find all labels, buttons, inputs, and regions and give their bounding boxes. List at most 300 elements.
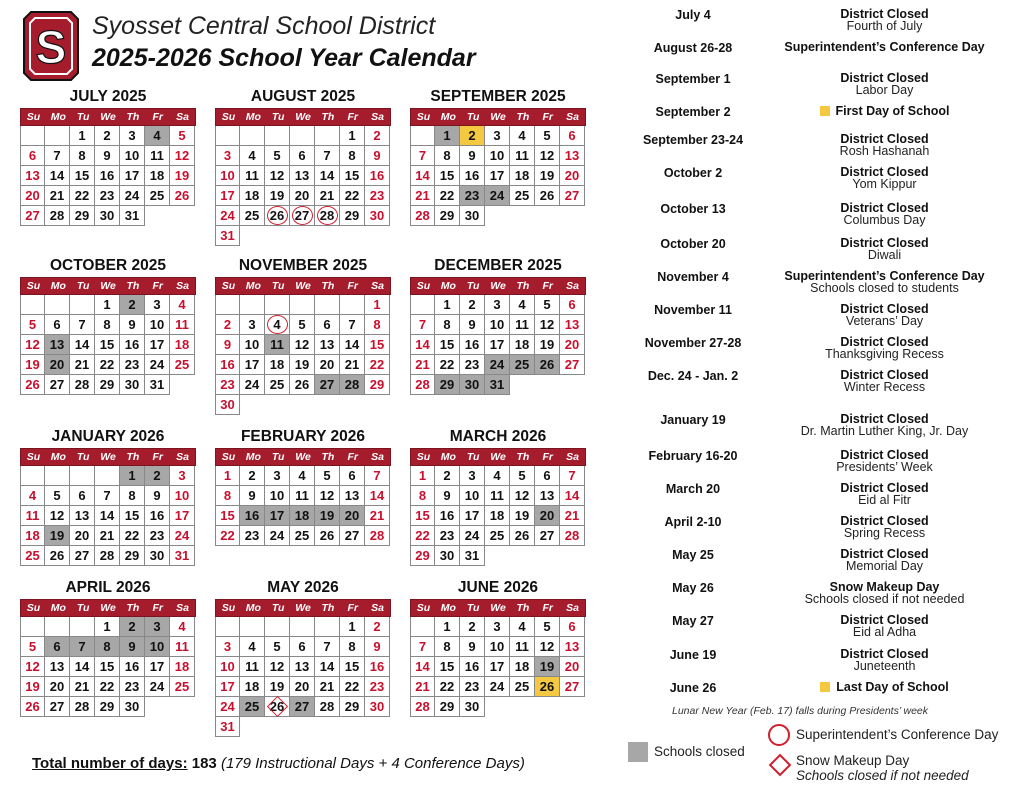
day-number: 29 [415,548,430,563]
day-number: 28 [74,699,90,714]
weekday-label: Sa [371,111,384,123]
day-number: 2 [103,128,111,143]
day-cell [265,335,290,355]
day-cell [20,526,45,546]
day-number: 31 [174,548,190,563]
month-calendar [410,577,586,717]
day-number: 28 [415,208,430,223]
day-cell [340,166,365,186]
month-title: AUGUST 2025 [250,88,356,105]
weekday-label: We [490,602,506,614]
day-cell [365,206,390,226]
day-cell [365,637,390,657]
day-number: 22 [220,528,235,543]
day-number: 16 [369,659,385,674]
day-cell [340,466,365,486]
day-cell [215,466,240,486]
day-cell [460,486,485,506]
day-cell [410,315,435,335]
day-cell [265,526,290,546]
day-cell [435,657,460,677]
day-number: 16 [99,168,115,183]
day-number: 16 [124,337,140,352]
day-number: 22 [99,679,115,694]
day-cell [265,206,290,226]
event-subtitle: Columbus Day [843,213,926,227]
day-cell [560,126,585,146]
weekday-label: Su [416,451,431,463]
day-number: 11 [515,639,529,654]
day-number: 22 [344,188,360,203]
day-number: 23 [369,679,385,694]
day-number: 25 [294,528,310,543]
event-title-wrap [767,681,1002,694]
month-calendar [20,86,196,226]
day-cell [340,335,365,355]
day-number: 22 [439,357,455,372]
day-cell [290,466,315,486]
day-cell [435,166,460,186]
day-cell-blank [340,295,365,315]
event-subtitle: Winter Recess [843,380,926,394]
conference-circle-icon [768,724,790,746]
day-number: 6 [298,639,306,654]
day-cell [410,186,435,206]
day-cell [365,186,390,206]
day-number: 6 [53,317,61,332]
day-number: 9 [443,488,451,503]
day-cell [45,186,70,206]
day-number: 27 [74,548,90,563]
day-number: 14 [319,168,335,183]
day-number: 13 [344,488,360,503]
day-cell-blank [20,466,45,486]
day-cell [485,657,510,677]
month-title: JANUARY 2026 [51,428,165,445]
day-cell [460,355,485,375]
day-cell [510,126,535,146]
day-number: 24 [220,699,235,714]
day-number: 5 [28,639,37,654]
day-number: 20 [319,357,335,372]
weekday-label: Sa [566,602,579,614]
day-cell [95,166,120,186]
event-title: Snow Makeup Day [829,580,940,594]
day-number: 24 [174,528,190,543]
day-cell [290,146,315,166]
day-number: 1 [223,468,232,483]
day-number: 29 [344,699,360,714]
day-cell [510,486,535,506]
conference-circle-icon [267,206,288,225]
day-number: 17 [220,188,235,203]
day-grid [215,466,391,546]
day-number: 16 [464,337,480,352]
day-number: 4 [518,619,526,634]
event-title: District Closed [840,368,929,382]
day-number: 25 [244,208,260,223]
weekday-label: We [100,111,116,123]
day-number: 19 [49,528,65,543]
day-cell [290,526,315,546]
day-number: 5 [543,619,551,634]
day-number: 1 [128,468,136,483]
day-cell [95,355,120,375]
day-cell [170,546,195,566]
day-number: 12 [539,148,555,163]
day-number: 30 [149,548,165,563]
day-grid [410,126,586,226]
weekday-label: Fr [347,111,358,123]
day-number: 22 [369,357,385,372]
day-cell [240,335,265,355]
day-number: 22 [415,528,430,543]
weekday-label: Sa [566,111,579,123]
day-number: 8 [443,639,451,654]
day-cell-blank [290,295,315,315]
day-cell [70,677,95,697]
event-date: October 13 [660,202,726,216]
day-number: 28 [74,377,90,392]
day-number: 18 [174,659,190,674]
event-title: District Closed [840,613,929,627]
day-cell [240,526,265,546]
day-cell-blank [315,295,340,315]
weekday-label: Th [516,111,530,123]
event-subtitle: Fourth of July [846,19,923,33]
day-cell [170,506,195,526]
day-number: 21 [415,188,430,203]
day-cell [485,166,510,186]
day-number: 30 [369,208,385,223]
day-cell [365,146,390,166]
event-title: District Closed [840,132,929,146]
day-number: 18 [294,508,310,523]
day-number: 13 [74,508,90,523]
month-title: NOVEMBER 2025 [238,257,368,274]
day-cell [435,146,460,166]
month-title: SEPTEMBER 2025 [430,88,566,105]
weekday-label: Th [126,602,140,614]
day-cell [510,677,535,697]
day-number: 22 [439,188,455,203]
day-cell [20,335,45,355]
day-cell [340,146,365,166]
month-calendar [410,426,586,566]
day-number: 31 [464,548,480,563]
day-number: 2 [153,468,161,483]
event-title: District Closed [840,71,929,85]
day-cell [170,466,195,486]
weekday-label: Tu [76,111,90,123]
day-number: 15 [344,659,360,674]
day-cell [265,146,290,166]
day-cell [145,637,170,657]
day-number: 12 [539,639,555,654]
day-number: 13 [564,148,580,163]
day-cell [70,335,95,355]
weekday-label: Tu [466,451,480,463]
day-cell-blank [265,617,290,637]
day-number: 5 [178,128,186,143]
day-number: 27 [564,357,580,372]
day-cell [340,637,365,657]
day-number: 8 [348,148,356,163]
day-cell [315,657,340,677]
day-cell [240,486,265,506]
day-cell [70,506,95,526]
day-number: 25 [174,679,190,694]
day-number: 4 [493,468,501,483]
event-subtitle: Diwali [867,248,902,262]
day-number: 23 [464,188,480,203]
weekday-header [410,108,586,126]
day-cell [20,486,45,506]
day-cell [460,506,485,526]
day-number: 10 [489,639,505,654]
day-cell [410,486,435,506]
day-number: 7 [78,639,86,654]
day-number: 20 [344,508,360,523]
day-number: 20 [25,188,40,203]
event-subtitle: Memorial Day [845,559,924,573]
day-cell [120,546,145,566]
day-cell-blank [215,617,240,637]
day-cell [215,355,240,375]
day-number: 28 [49,208,65,223]
day-cell [410,697,435,717]
day-cell [460,186,485,206]
day-number: 17 [220,679,235,694]
day-cell [120,206,145,226]
day-number: 18 [489,508,505,523]
day-cell [365,126,390,146]
day-number: 5 [323,468,331,483]
day-grid [410,295,586,395]
day-cell [45,206,70,226]
day-cell [535,166,560,186]
day-cell [315,677,340,697]
day-cell [410,466,435,486]
day-number: 10 [464,488,480,503]
day-number: 9 [373,639,381,654]
event-title: District Closed [840,481,929,495]
day-cell [20,186,45,206]
weekday-label: Th [516,280,530,292]
day-cell [460,617,485,637]
day-cell [485,637,510,657]
day-cell [460,657,485,677]
weekday-label: Su [221,111,236,123]
weekday-label: Su [221,280,236,292]
day-number: 6 [543,468,551,483]
day-number: 24 [244,377,260,392]
month-title: APRIL 2026 [65,579,151,596]
district-logo [22,10,80,82]
day-cell [170,355,195,375]
day-cell [145,315,170,335]
weekday-label: Th [321,451,335,463]
day-number: 25 [514,679,530,694]
day-cell [215,677,240,697]
day-number: 28 [369,528,385,543]
day-number: 8 [443,317,451,332]
weekday-header [410,277,586,295]
day-cell [145,546,170,566]
month-calendar [410,255,586,395]
day-cell [485,315,510,335]
day-number: 31 [220,228,235,243]
day-cell-blank [215,295,240,315]
weekday-label: Fr [542,111,553,123]
day-cell-blank [240,126,265,146]
snow-diamond-icon [769,754,792,777]
day-cell-blank [45,466,70,486]
day-number: 9 [153,488,161,503]
day-number: 6 [78,488,86,503]
total-detail: (179 Instructional Days + 4 Conference Days) [220,755,525,772]
day-cell [240,206,265,226]
day-number: 20 [564,659,580,674]
day-cell [485,526,510,546]
day-number: 29 [369,377,385,392]
event-date: October 2 [663,166,723,180]
day-cell [435,295,460,315]
day-number: 20 [539,508,555,523]
day-number: 3 [468,468,476,483]
weekday-header [20,599,196,617]
weekday-header [20,448,196,466]
day-number: 3 [153,619,161,634]
day-number: 14 [319,659,335,674]
day-number: 31 [149,377,165,392]
day-cell [95,335,120,355]
day-number: 5 [298,317,306,332]
weekday-label: Mo [440,451,456,463]
total-days [32,755,525,772]
day-cell [340,697,365,717]
day-cell [240,506,265,526]
day-cell [170,526,195,546]
day-cell [410,355,435,375]
day-cell [20,355,45,375]
day-number: 27 [49,699,65,714]
day-number: 30 [124,699,140,714]
day-number: 26 [174,188,190,203]
day-cell [315,486,340,506]
day-cell [365,617,390,637]
month-calendar [20,255,196,395]
day-cell [510,335,535,355]
day-cell-blank [410,126,435,146]
day-cell [510,355,535,375]
day-grid [215,295,391,415]
day-cell [510,295,535,315]
day-cell [315,526,340,546]
weekday-label: Tu [271,451,285,463]
day-number: 22 [99,357,115,372]
day-cell [510,617,535,637]
day-cell [485,126,510,146]
day-cell [290,637,315,657]
day-number: 5 [543,297,551,312]
weekday-label: Su [416,111,431,123]
day-number: 27 [344,528,360,543]
day-number: 10 [174,488,190,503]
day-number: 17 [489,337,505,352]
day-number: 4 [273,317,281,332]
day-cell [460,166,485,186]
day-number: 8 [418,488,427,503]
weekday-label: Th [126,111,140,123]
day-cell [215,315,240,335]
day-grid [215,126,391,246]
weekday-label: Sa [371,602,384,614]
weekday-label: We [100,280,116,292]
day-number: 19 [539,337,555,352]
day-cell [145,295,170,315]
day-cell [560,335,585,355]
day-cell [95,657,120,677]
weekday-label: We [295,602,311,614]
event-title: Superintendent’s Conference Day [784,269,985,283]
day-number: 1 [373,297,381,312]
day-number: 12 [269,659,285,674]
weekday-label: Su [221,602,236,614]
day-number: 29 [344,208,360,223]
weekday-label: Fr [347,280,358,292]
day-number: 19 [319,508,335,523]
day-cell [485,506,510,526]
day-number: 4 [178,619,186,634]
day-number: 26 [269,208,285,223]
day-number: 24 [464,528,480,543]
day-cell [120,466,145,486]
day-number: 15 [344,168,360,183]
day-cell [315,186,340,206]
day-number: 23 [439,528,455,543]
day-cell [145,466,170,486]
day-cell-blank [265,126,290,146]
day-cell [120,355,145,375]
day-cell [215,206,240,226]
day-cell [240,146,265,166]
day-number: 17 [269,508,285,523]
day-number: 30 [464,208,480,223]
day-number: 23 [124,357,140,372]
day-number: 15 [369,337,385,352]
day-cell [535,617,560,637]
day-number: 8 [78,148,86,163]
weekday-label: Sa [371,280,384,292]
day-cell [340,126,365,146]
day-number: 9 [128,639,136,654]
day-cell [145,617,170,637]
day-number: 31 [220,719,235,734]
day-cell [290,335,315,355]
weekday-label: We [100,451,116,463]
day-cell [45,335,70,355]
day-cell [120,295,145,315]
day-number: 17 [124,168,140,183]
month-calendar [410,86,586,226]
day-number: 15 [99,337,115,352]
day-cell [510,506,535,526]
event-date: March 20 [665,482,721,496]
day-cell [145,526,170,546]
day-number: 12 [25,337,40,352]
day-cell [70,637,95,657]
